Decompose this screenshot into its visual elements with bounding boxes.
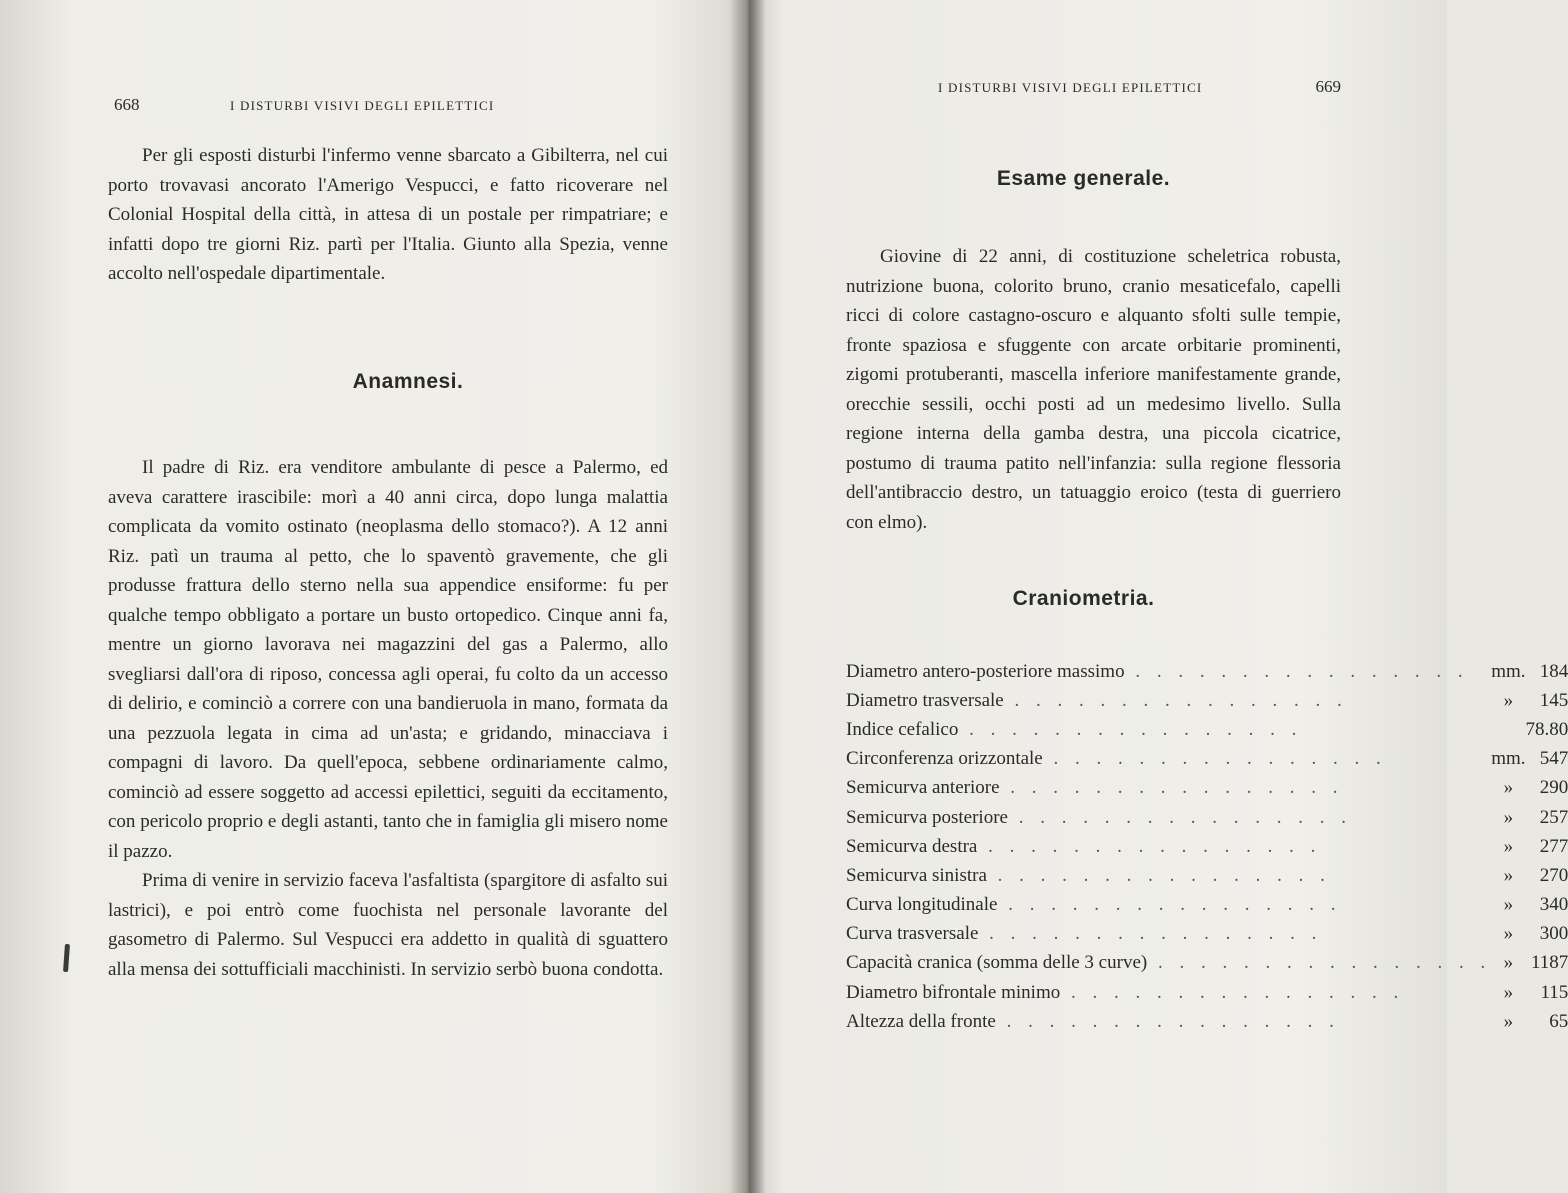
page-number: 669 (1315, 77, 1341, 96)
intro-paragraph: Per gli esposti disturbi l'infermo venne sbarcato a Gibilterra, nel cui porto trovavasi ancorato l'Amerigo Vespucci, e fatto ricoverare nel Colonial Hospital della città, in attesa di un postale per rimpatriare; e infatti dopo tre giorni Riz. partì per l'Italia. Giunto alla Spezia, venne accolto nell'ospedale dipartimentale. (108, 145, 668, 284)
measurement-unit: » (1503, 1010, 1514, 1032)
measurement-value: 1187 (1530, 952, 1568, 974)
measurement-label (846, 745, 1491, 774)
leader-dots: . . . . . . . . . . . . . . . . (1003, 689, 1348, 711)
measurement-label-text: Diametro trasversale (846, 689, 1004, 711)
measurement-unit: » (1503, 835, 1514, 857)
leader-dots: . . . . . . . . . . . . . . . . (1060, 981, 1405, 1003)
measurement-unit: mm. (1491, 748, 1526, 770)
measurement-label-text: Semicurva posteriore (846, 806, 1008, 828)
left-page (108, 0, 668, 1193)
table-row (846, 1007, 1568, 1036)
table-row (846, 832, 1568, 861)
measurement-label-text: Semicurva sinistra (846, 864, 987, 886)
measurement-label (846, 803, 1491, 832)
esame-generale-text (846, 242, 1341, 537)
measurement-unit: » (1503, 864, 1514, 886)
leader-dots: . . . . . . . . . . . . . . . . (978, 923, 1323, 945)
measurement-unit (1491, 715, 1525, 744)
measurement-label (846, 657, 1491, 686)
table-row (846, 686, 1568, 715)
running-head (846, 77, 1341, 104)
table-row (846, 978, 1568, 1007)
book-gutter (730, 0, 766, 1193)
measurement-value: 145 (1539, 689, 1568, 711)
table-row (846, 861, 1568, 890)
table-row (846, 774, 1568, 803)
measurement-value: 78.80 (1525, 718, 1568, 740)
esame-generale-paragraph: Giovine di 22 anni, di costituzione scheletrica robusta, nutrizione buona, colorito bruno, cranio mesaticefalo, capelli ricci di colore castagno-oscuro e alquanto sfolti sulle tempie, fronte spaziosa e sfuggente con arcate orbitarie prominenti, zigomi protuberanti, mascella inferiore manifestamente grande, orecchie sessili, occhi posti ad un medesimo livello. Sulla regione interna della gamba destra, una piccola cicatrice, postumo di trauma patito nell'infanzia: sulla regione flessoria dell'antibraccio destro, un tatuaggio eroico (testa di guerriero con elmo). (846, 246, 1341, 533)
measurement-label-text: Altezza della fronte (846, 1010, 996, 1032)
measurement-label-text: Indice cefalico (846, 718, 959, 740)
anamnesi-text (108, 453, 668, 984)
measurement-unit: » (1503, 806, 1514, 828)
running-head (108, 95, 668, 122)
leader-dots: . . . . . . . . . . . . . . . . (999, 777, 1344, 799)
section-heading-anamnesi: Anamnesi. (352, 370, 464, 393)
measurement-label (846, 832, 1491, 861)
anamnesi-paragraph-2: Prima di venire in servizio faceva l'asfaltista (spargitore di asfalto sui lastrici), e poi entrò come fuochista nel personale lavorante del gasometro di Palermo. Sul Vespucci era addetto in qualità di sguattero alla mensa dei sottufficiali macchinisti. In servizio serbò buona condotta. (108, 870, 668, 980)
measurement-label-text: Diametro antero-posteriore massimo (846, 660, 1125, 682)
measurement-value: 340 (1539, 894, 1568, 916)
table-row (846, 949, 1568, 978)
measurement-value: 65 (1549, 1010, 1568, 1032)
leader-dots: . . . . . . . . . . . . . . . . (958, 718, 1303, 740)
page-number: 668 (114, 95, 140, 114)
measurement-label (846, 861, 1491, 890)
measurement-label-text: Semicurva anteriore (846, 777, 1000, 799)
table-row (846, 657, 1568, 686)
measurement-label (846, 978, 1491, 1007)
running-title: I DISTURBI VISIVI DEGLI EPILETTICI (938, 80, 1203, 95)
table-row (846, 891, 1568, 920)
intro-paragraph-block (108, 141, 668, 289)
measurement-unit: » (1503, 894, 1514, 916)
leader-dots: . . . . . . . . . . . . . . . . (997, 894, 1342, 916)
right-page (846, 0, 1568, 1193)
measurement-label-text: Capacità cranica (somma delle 3 curve) (846, 952, 1148, 974)
measurement-value: 290 (1539, 777, 1568, 799)
measurement-label (846, 1007, 1491, 1036)
measurement-value: 115 (1540, 981, 1568, 1003)
leader-dots: . . . . . . . . . . . . . . . . (1042, 748, 1387, 770)
margin-mark (63, 944, 70, 972)
measurement-value: 300 (1539, 923, 1568, 945)
measurement-unit: » (1503, 689, 1514, 711)
table-row (846, 715, 1568, 744)
measurement-label-text: Diametro bifrontale minimo (846, 981, 1061, 1003)
measurement-label (846, 891, 1491, 920)
measurement-label (846, 715, 1491, 744)
anamnesi-paragraph-1: Il padre di Riz. era venditore ambulante di pesce a Palermo, ed aveva carattere irascibile: morì a 40 anni circa, dopo lunga malattia complicata da vomito ostinato (neoplasma dello stomaco?). A 12 anni Riz. patì un trauma al petto, che lo spaventò gravemente, che gli produsse frattura dello sterno nella sua appendice ensiforme: fu per qualche tempo obbligato a portare un busto ortopedico. Cinque anni fa, mentre un giorno lavorava nei magazzini del gas a Palermo, allo svegliarsi dall'ora di riposo, concessa agli operai, fu colto da un accesso di delirio, e cominciò a correre con una bandieruola in mano, formata da una pezzuola legata in cima ad un'asta; e gridando, minacciava i compagni di lavoro. Da quell'epoca, sebbene ordinariamente calmo, cominciò ad essere soggetto ad accessi epilettici, seguiti da eccitamento, con pericolo proprio e degli astanti, tanto che in famiglia gli misero nome il pazzo. (108, 457, 668, 862)
leader-dots: . . . . . . . . . . . . . . . . (1147, 952, 1492, 974)
measurement-label (846, 686, 1491, 715)
measurement-label-text: Semicurva destra (846, 835, 978, 857)
measurement-unit: » (1503, 923, 1514, 945)
measurement-value: 184 (1539, 660, 1568, 682)
table-row (846, 803, 1568, 832)
measurement-unit: » (1503, 777, 1514, 799)
section-heading-esame-generale: Esame generale. (996, 167, 1171, 190)
measurement-label-text: Curva longitudinale (846, 894, 998, 916)
measurement-label (846, 920, 1491, 949)
measurement-value: 547 (1539, 748, 1568, 770)
measurement-label-text: Circonferenza orizzontale (846, 748, 1043, 770)
measurement-value: 277 (1539, 835, 1568, 857)
table-row (846, 745, 1568, 774)
leader-dots: . . . . . . . . . . . . . . . . (1124, 660, 1469, 682)
leader-dots: . . . . . . . . . . . . . . . . (1007, 806, 1352, 828)
craniometria-table (846, 657, 1568, 1036)
measurement-value: 257 (1539, 806, 1568, 828)
measurement-label (846, 774, 1491, 803)
measurement-unit: mm. (1491, 660, 1526, 682)
leader-dots: . . . . . . . . . . . . . . . . (977, 835, 1322, 857)
measurement-label-text: Curva trasversale (846, 923, 979, 945)
measurement-value: 270 (1539, 864, 1568, 886)
running-title: I DISTURBI VISIVI DEGLI EPILETTICI (230, 98, 495, 113)
table-row (846, 920, 1568, 949)
measurement-unit: » (1503, 952, 1514, 974)
leader-dots: . . . . . . . . . . . . . . . . (995, 1010, 1340, 1032)
section-heading-craniometria: Craniometria. (1012, 587, 1155, 610)
measurement-unit: » (1503, 981, 1514, 1003)
measurement-label (846, 949, 1491, 978)
leader-dots: . . . . . . . . . . . . . . . . (986, 864, 1331, 886)
